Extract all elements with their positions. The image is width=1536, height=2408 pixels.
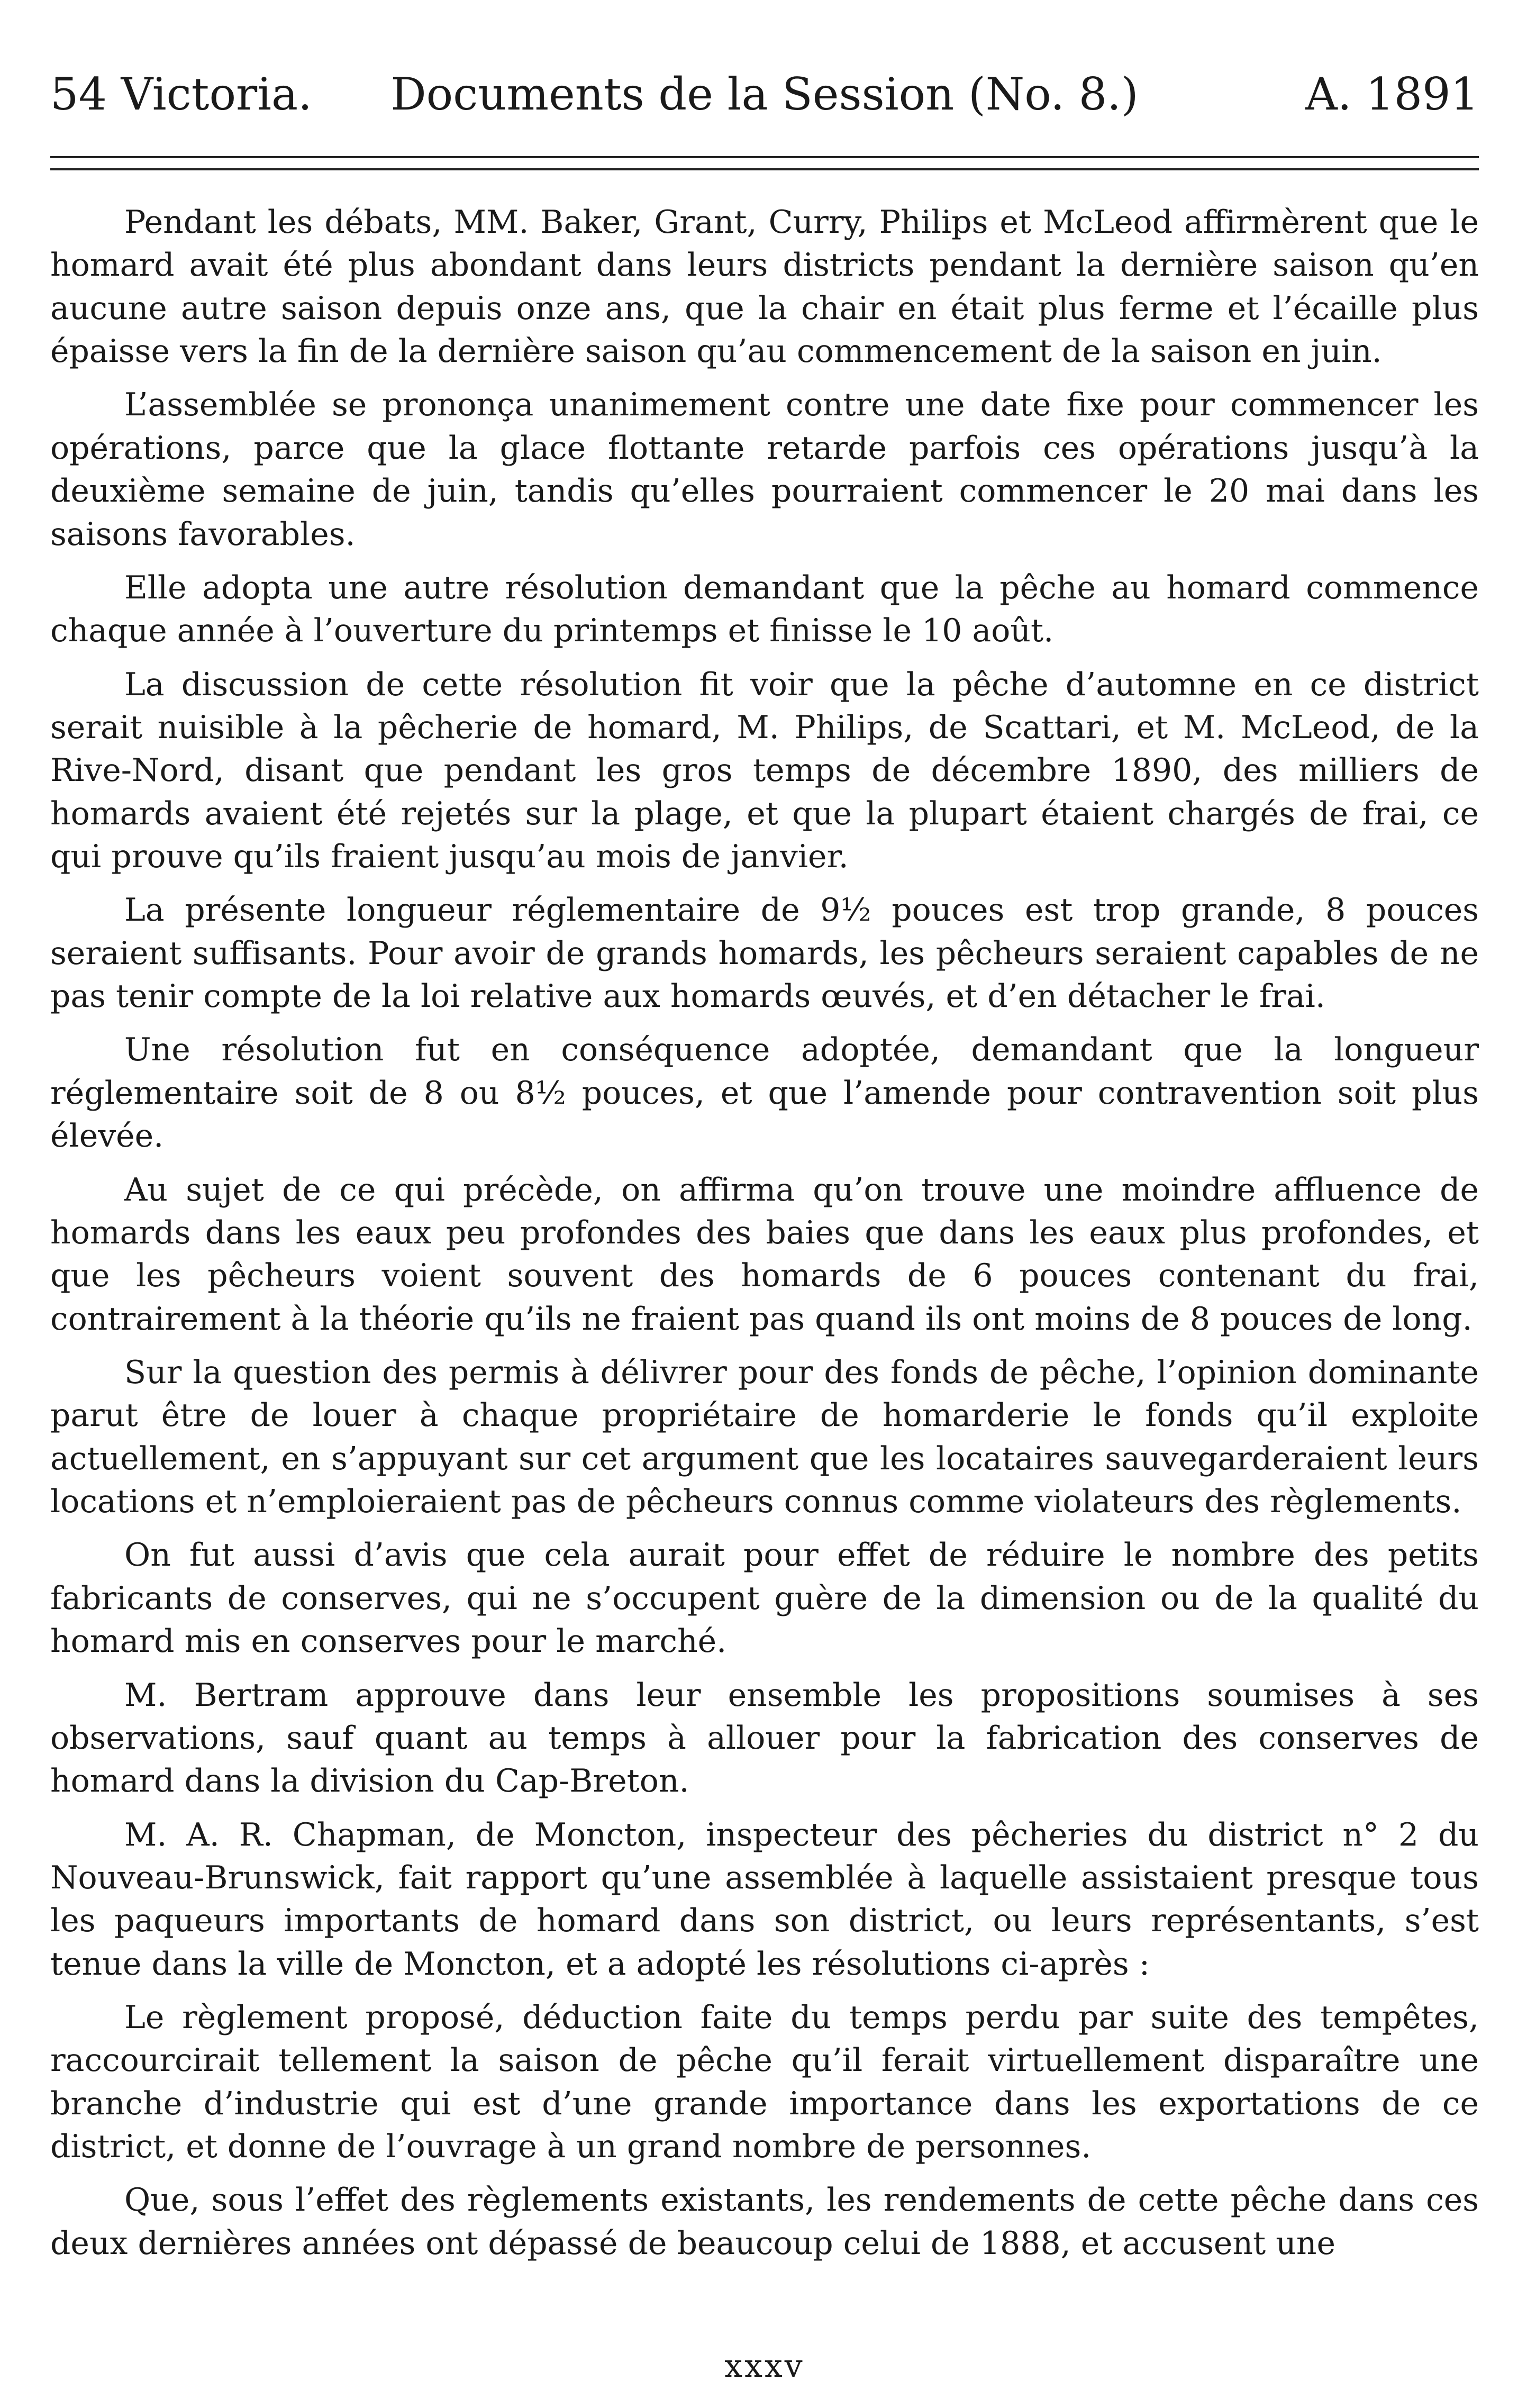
paragraph: Au sujet de ce qui précède, on affirma qu’on trouve une moindre affluence de homards dans les eaux peu profondes des baies que dans les eaux plus profondes, et que les pêcheurs voient souvent des homards de 6 pouces contenant du frai, contrairement à la théorie qu’ils ne fraient pas quand ils ont moins de 8 pouces de long. [50,1171,1479,1338]
paragraph: M. A. R. Chapman, de Moncton, inspecteur des pêcheries du district n° 2 du Nouveau-Brunswick, fait rapport qu’une assemblée à laquelle assistaient presque tous les paqueurs importants de homard dans son district, ou leurs représentants, s’est tenue dans la ville de Moncton, et a adopté les résolutions ci-après : [50,1816,1479,1983]
body-text [50,201,1479,2276]
paragraph: Une résolution fut en conséquence adoptée, demandant que la longueur réglementaire soit de 8 ou 8½ pouces, et que l’amende pour contravention soit plus élevée. [50,1031,1479,1155]
header-volume: 54 Victoria. [50,68,312,120]
page-number: xxxv [724,2348,805,2385]
paragraph: La discussion de cette résolution fit voir que la pêche d’automne en ce district serait nuisible à la pêcherie de homard, M. Philips, de Scattari, et M. McLeod, de la Rive-Nord, disant que pendant les gros temps de décembre 1890, des milliers de homards avaient été rejetés sur la plage, et que la plupart étaient chargés de frai, ce qui prouve qu’ils fraient jusqu’au mois de janvier. [50,666,1479,876]
paragraph: Sur la question des permis à délivrer pour des fonds de pêche, l’opinion dominante parut être de louer à chaque propriétaire de homarderie le fonds qu’il exploite actuellement, en s’appuyant sur cet argument que les locataires sauvegarderaient leurs locations et n’emploieraient pas de pêcheurs connus comme violateurs des règlements. [50,1353,1479,1521]
paragraph: Elle adopta une autre résolution demandant que la pêche au homard commence chaque année à l’ouverture du printemps et finisse le 10 août. [50,569,1479,650]
paragraph: On fut aussi d’avis que cela aurait pour effet de réduire le nombre des petits fabricants de conserves, qui ne s’occupent guère de la dimension ou de la qualité du homard mis en conserves pour le marché. [50,1537,1479,1660]
paragraph: La présente longueur réglementaire de 9½ pouces est trop grande, 8 pouces seraient suffisants. Pour avoir de grands homards, les pêcheurs seraient capables de ne pas tenir compte de la loi relative aux homards œuvés, et d’en détacher le frai. [50,892,1479,1015]
header-title: Documents de la Session (No. 8.) [390,68,1139,120]
paragraph: Pendant les débats, MM. Baker, Grant, Curry, Philips et McLeod affirmèrent que le homard avait été plus abondant dans leurs districts pendant la dernière saison qu’en aucune autre saison depuis onze ans, que la chair en était plus ferme et l’écaille plus épaisse vers la fin de la dernière saison qu’au commencement de la saison en juin. [50,204,1479,370]
header-rule-top [50,156,1479,158]
header-rule-bottom [50,168,1479,170]
document-page [50,0,1479,2408]
paragraph: L’assemblée se prononça unanimement contre une date fixe pour commencer les opérations, parce que la glace flottante retarde parfois ces opérations jusqu’à la deuxième semaine de juin, tandis qu’elles pourraient commencer le 20 mai dans les saisons favorables. [50,386,1479,553]
paragraph: Le règlement proposé, déduction faite du temps perdu par suite des tempêtes, raccourcirait tellement la saison de pêche qu’il ferait virtuellement disparaître une branche d’industrie qui est d’une grande importance dans les exportations de ce district, et donne de l’ouvrage à un grand nombre de personnes. [50,1999,1479,2166]
header-year: A. 1891 [1305,68,1479,120]
running-header [50,68,1479,121]
paragraph: Que, sous l’effet des règlements existants, les rendements de cette pêche dans ces deux dernières années ont dépassé de beaucoup celui de 1888, et accusent une [50,2182,1479,2262]
paragraph: M. Bertram approuve dans leur ensemble les propositions soumises à ses observations, sauf quant au temps à allouer pour la fabrication des conserves de homard dans la division du Cap-Breton. [50,1676,1479,1800]
